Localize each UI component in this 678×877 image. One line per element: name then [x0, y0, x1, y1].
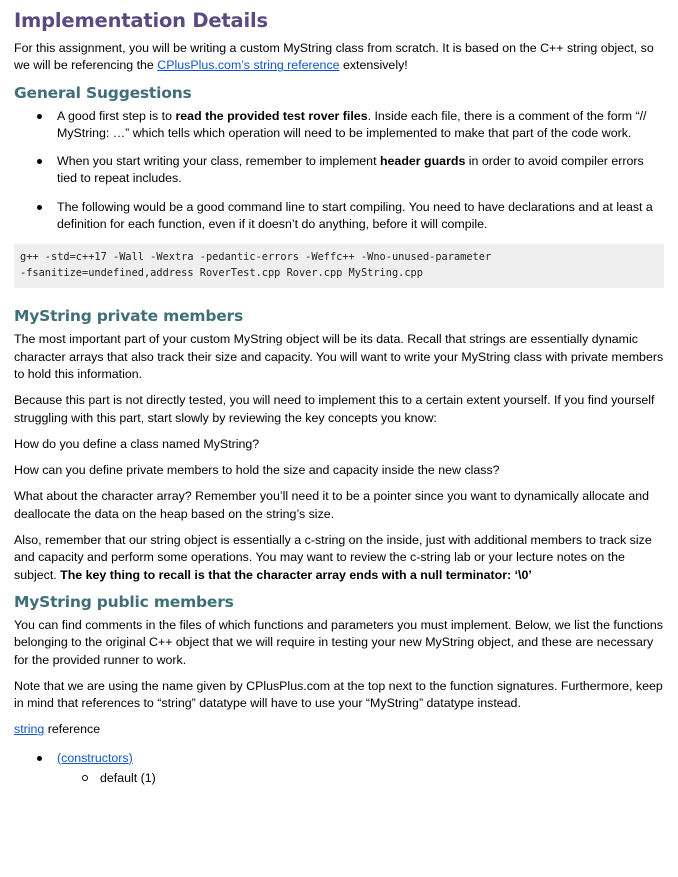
compile-command-block — [14, 244, 664, 288]
public-members-list — [14, 750, 664, 787]
sub-list-item: default (1) — [57, 770, 664, 787]
page-title: Implementation Details — [14, 9, 268, 32]
null-terminator-note: The key thing to recall is that the character array ends with a null terminator: ‘\0’ — [60, 567, 532, 582]
private-members-heading: MyString private members — [14, 307, 244, 326]
constructors-sublist — [57, 770, 664, 787]
code-line: g++ -std=c++17 -Wall -Wextra -pedantic-errors -Weffc++ -Wno-unused-parameter — [20, 251, 492, 264]
list-item-text: The following would be a good command line to start compiling. You need to have declarations and at least a definition for each function, even if it doesn’t do anything, before it will compile. — [57, 199, 653, 232]
question: How do you define a class named MyString? — [14, 436, 260, 451]
intro-text-end: extensively! — [339, 58, 408, 73]
reference-line — [14, 721, 664, 738]
list-item-bold: read the provided test rover files — [175, 108, 368, 123]
paragraph: Because this part is not directly tested, you will need to implement this to a certain extent yourself. If you find yourself struggling with this part, start slowly by reviewing the key concepts you know: — [14, 393, 655, 425]
paragraph: You can find comments in the files of which functions and parameters you must implement. Below, we list the functions belonging to the original C++ object that we will require in testing your new MyString object, and these are necessary for the provided runner to work. — [14, 617, 664, 667]
paragraph: Note that we are using the name given by CPlusPlus.com at the top next to the function signatures. Furthermore, keep in mind that references to “string” datatype will have to use your “MyString” datatype instead. — [14, 678, 663, 711]
list-item-text: . Inside each file, there is a comment of the form “// MyString: …” which tells which operation will need to be implemented to make that part of the code work. — [57, 108, 647, 140]
suggestions-list — [14, 108, 664, 234]
question: What about the character array? Remember you’ll need it to be a pointer since you want to dynamically allocate and deallocate the data on the heap based on the string’s size. — [14, 489, 650, 521]
intro-text: For this assignment, you will be writing a custom MyString class from scratch. It is based on the C++ string object, so we will be referencing the — [14, 41, 654, 73]
list-item — [14, 199, 664, 234]
list-item — [14, 750, 664, 787]
code-line: -fsanitize=undefined,address RoverTest.cpp Rover.cpp MyString.cpp — [20, 266, 423, 279]
list-item-bold: header guards — [379, 154, 466, 169]
string-link[interactable]: string — [14, 722, 45, 737]
list-item-text: When you start writing your class, remember to implement — [57, 154, 380, 169]
paragraph — [14, 532, 664, 584]
list-item — [14, 153, 664, 188]
general-suggestions-heading: General Suggestions — [14, 83, 192, 102]
string-reference-link[interactable]: CPlusPlus.com’s string reference — [157, 58, 340, 73]
list-item — [14, 108, 664, 143]
public-members-heading: MyString public members — [14, 592, 234, 611]
intro-paragraph — [14, 40, 664, 75]
question: How can you define private members to hold the size and capacity inside the new class? — [14, 463, 500, 478]
list-item-text: in order to avoid compiler errors tied to repeat includes. — [57, 154, 644, 186]
constructors-link[interactable]: (constructors) — [57, 750, 133, 765]
paragraph-text: Also, remember that our string object is essentially a c-string on the inside, just with additional members to track size and capacity and perform some operations. You may want to review the c-string lab or your lecture notes on the subject. — [14, 533, 652, 582]
list-item-text: A good first step is to — [57, 108, 176, 123]
paragraph: The most important part of your custom MyString object will be its data. Recall that strings are essentially dynamic character arrays that also track their size and capacity. You will want to write your MyString class with private members to hold this information. — [14, 332, 664, 381]
reference-text: reference — [44, 722, 101, 737]
